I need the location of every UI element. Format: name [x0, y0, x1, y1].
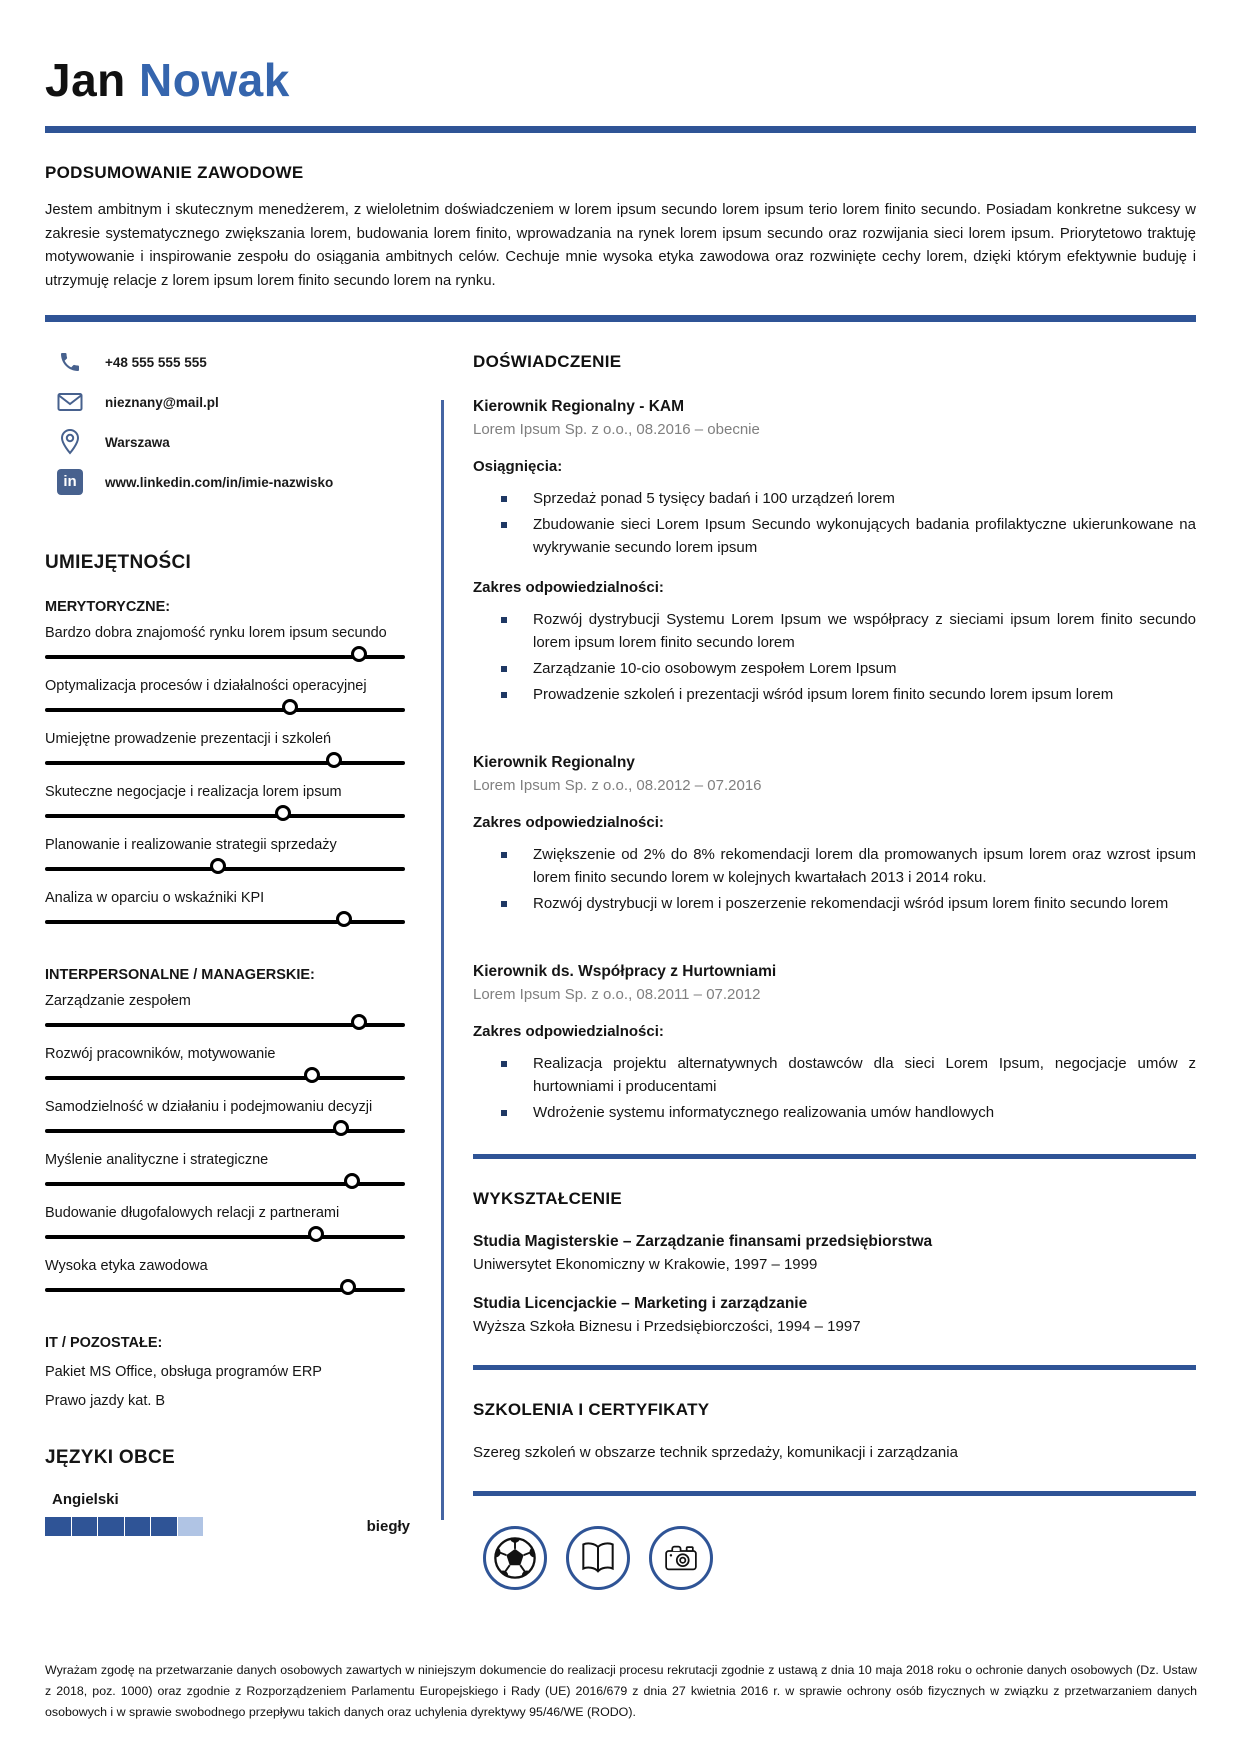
job-subsection-label: Zakres odpowiedzialności:	[473, 814, 664, 832]
page-title	[45, 56, 1196, 104]
language-bar-segment	[151, 1517, 177, 1536]
skill-label: Optymalizacja procesów i działalności operacyjnej	[45, 678, 367, 695]
slider-knob	[340, 1279, 356, 1295]
bullet-item	[501, 892, 1196, 915]
summary-heading: PODSUMOWANIE ZAWODOWE	[45, 163, 304, 183]
trainings-divider	[473, 1365, 1196, 1370]
it-skill-text: Prawo jazdy kat. B	[45, 1393, 166, 1410]
slider-knob	[351, 1014, 367, 1030]
trainings-heading: SZKOLENIA I CERTYFIKATY	[473, 1400, 710, 1420]
education-entry	[473, 1233, 1196, 1273]
slider-track	[45, 1235, 405, 1239]
bullet-list	[501, 487, 1196, 559]
bullet-marker	[501, 496, 507, 502]
slider-knob	[308, 1226, 324, 1242]
education-school-dates: Uniwersytet Ekonomiczny w Krakowie, 1997 – 1999	[473, 1256, 818, 1274]
slider-knob	[210, 858, 226, 874]
football-icon	[483, 1526, 547, 1590]
slider-knob	[275, 805, 291, 821]
bullet-list	[501, 1052, 1196, 1124]
skill-slider	[45, 646, 405, 668]
skill-label: Budowanie długofalowych relacji z partnerami	[45, 1205, 340, 1222]
bullet-marker	[501, 617, 507, 623]
trainings-text: Szereg szkoleń w obszarze technik sprzedaży, komunikacji i zarządzania	[473, 1444, 958, 1462]
left-column	[45, 322, 437, 1536]
language-name: Angielski	[52, 1491, 119, 1509]
bullet-text: Prowadzenie szkoleń i prezentacji wśród ipsum lorem finito secundo lorem ipsum lorem	[533, 686, 1114, 704]
language-row	[45, 1517, 437, 1536]
slider-track	[45, 1129, 405, 1133]
skills-list	[45, 599, 437, 1301]
language-bar-segment	[98, 1517, 124, 1536]
slider-knob	[326, 752, 342, 768]
header	[0, 0, 1241, 104]
interests-divider	[473, 1491, 1196, 1496]
book-icon	[566, 1526, 630, 1590]
skill-slider	[45, 1173, 405, 1195]
skill-label: Planowanie i realizowanie strategii sprzedaży	[45, 837, 337, 854]
skill-slider	[45, 1067, 405, 1089]
job-subsection-label: Zakres odpowiedzialności:	[473, 579, 664, 597]
skill-item	[45, 1045, 437, 1089]
skill-item	[45, 730, 437, 774]
job-title: Kierownik Regionalny - KAM	[473, 398, 684, 416]
contact-row-linkedin	[45, 468, 437, 496]
skill-slider	[45, 805, 405, 827]
bullet-text: Sprzedaż ponad 5 tysięcy badań i 100 urządzeń lorem	[533, 490, 895, 508]
location-text: Warszawa	[105, 434, 170, 450]
skills-heading: UMIEJĘTNOŚCI	[45, 552, 192, 574]
bullet-item	[501, 1101, 1196, 1124]
bullet-item	[501, 683, 1196, 706]
linkedin-url: www.linkedin.com/in/imie-nazwisko	[105, 474, 334, 490]
two-column-body	[0, 322, 1241, 1590]
skill-item	[45, 1098, 437, 1142]
bullet-item	[501, 513, 1196, 559]
skill-item	[45, 889, 437, 933]
contact-row-location	[45, 428, 437, 456]
experience-heading: DOŚWIADCZENIE	[473, 352, 622, 372]
skill-item	[45, 624, 437, 668]
job-company-dates: Lorem Ipsum Sp. z o.o., 08.2011 – 07.2012	[473, 986, 761, 1004]
skill-item	[45, 1204, 437, 1248]
skill-item	[45, 836, 437, 880]
column-divider	[441, 400, 444, 1520]
skill-slider	[45, 1014, 405, 1036]
interests-row	[483, 1526, 1196, 1590]
languages-list	[45, 1491, 437, 1536]
skill-slider	[45, 1120, 405, 1142]
slider-knob	[336, 911, 352, 927]
email-address: nieznany@mail.pl	[105, 394, 219, 410]
education-school-dates: Wyższa Szkoła Biznesu i Przedsiębiorczości, 1994 – 1997	[473, 1318, 861, 1336]
language-bar-segment	[45, 1517, 71, 1536]
bullet-text: Zwiększenie od 2% do 8% rekomendacji lorem dla promowanych ipsum lorem oraz wzrost ipsum lorem finito secundo lorem w kolejnych kwartałach 2013 i 2014 roku.	[533, 846, 1196, 887]
bullet-item	[501, 608, 1196, 654]
phone-icon	[57, 349, 83, 375]
bullet-item	[501, 843, 1196, 889]
job-company-dates: Lorem Ipsum Sp. z o.o., 08.2016 – obecnie	[473, 421, 760, 439]
slider-knob	[351, 646, 367, 662]
skill-item	[45, 992, 437, 1036]
language-level-bar	[45, 1517, 203, 1536]
skill-label: Wysoka etyka zawodowa	[45, 1258, 208, 1275]
skill-slider	[45, 911, 405, 933]
job-company-dates: Lorem Ipsum Sp. z o.o., 08.2012 – 07.2016	[473, 777, 762, 795]
camera-icon	[649, 1526, 713, 1590]
skill-label: Zarządzanie zespołem	[45, 993, 191, 1010]
job-entry	[473, 398, 1196, 706]
slider-track	[45, 1076, 405, 1080]
it-heading: IT / POZOSTAŁE:	[45, 1335, 163, 1352]
skill-slider	[45, 699, 405, 721]
bullet-marker	[501, 692, 507, 698]
education-degree: Studia Licencjackie – Marketing i zarządzanie	[473, 1295, 808, 1313]
skill-slider	[45, 858, 405, 880]
bullet-text: Zarządzanie 10-cio osobowym zespołem Lorem Ipsum	[533, 660, 897, 678]
bullet-text: Rozwój dystrybucji w lorem i poszerzenie rekomendacji wśród ipsum lorem finito secundo lorem	[533, 895, 1169, 913]
language-level-label: biegły	[366, 1518, 410, 1536]
education-list	[473, 1233, 1196, 1335]
slider-knob	[282, 699, 298, 715]
slider-knob	[333, 1120, 349, 1136]
job-title: Kierownik Regionalny	[473, 754, 635, 772]
slider-knob	[344, 1173, 360, 1189]
bullet-item	[501, 1052, 1196, 1098]
bullet-item	[501, 657, 1196, 680]
rodo-consent-text: Wyrażam zgodę na przetwarzanie danych osobowych zawartych w niniejszym dokumencie do realizacji procesu rekrutacji zgodnie z ustawą z dnia 10 maja 2018 roku o ochronie danych osobowych (Dz. Ustaw z 2018, poz. 1000) oraz zgodnie z Rozporządzeniem Parlamentu Europejskiego i Rady (UE) 2016/679 z dnia 27 kwietnia 2016 r. w sprawie ochrony osób fizycznych w związku z przetwarzaniem danych osobowych i w sprawie swobodnego przepływu takich danych oraz uchylenia dyrektywy 95/46/WE (RODO).	[45, 1663, 1197, 1719]
slider-track	[45, 814, 405, 818]
language-bar-segment	[178, 1517, 204, 1536]
skill-slider	[45, 752, 405, 774]
skill-label: Bardzo dobra znajomość rynku lorem ipsum secundo	[45, 625, 387, 642]
jobs-list	[473, 398, 1196, 1124]
skill-label: Umiejętne prowadzenie prezentacji i szkoleń	[45, 731, 332, 748]
bullet-marker	[501, 1061, 507, 1067]
contact-list	[45, 348, 437, 496]
job-subsection-label: Osiągnięcia:	[473, 458, 563, 476]
skill-label: Rozwój pracowników, motywowanie	[45, 1046, 276, 1063]
right-column	[473, 322, 1196, 1590]
skill-slider	[45, 1226, 405, 1248]
education-entry	[473, 1295, 1196, 1335]
header-divider	[45, 126, 1196, 133]
education-degree: Studia Magisterskie – Zarządzanie finansami przedsiębiorstwa	[473, 1233, 933, 1251]
bullet-list	[501, 608, 1196, 706]
languages-heading: JĘZYKI OBCE	[45, 1447, 175, 1469]
bullet-text: Zbudowanie sieci Lorem Ipsum Secundo wykonujących badania profilaktyczne ukierunkowane na wykrywanie secundo lorem ipsum	[533, 516, 1196, 557]
it-skill-text: Pakiet MS Office, obsługa programów ERP	[45, 1364, 322, 1381]
bullet-text: Rozwój dystrybucji Systemu Lorem Ipsum we współpracy z sieciami ipsum lorem finito secundo lorem ipsum lorem finito secundo lorem	[533, 611, 1196, 652]
summary-text: Jestem ambitnym i skutecznym menedżerem, z wieloletnim doświadczeniem w lorem ipsum secundo lorem ipsum terio lorem finito secundo. Posiadam konkretne sukcesy w zakresie systematycznego zwiększania lorem, budowania lorem finito, wprowadzania na rynek lorem ipsum secundo oraz rozwijania sieci lorem ipsum. Priorytetowo traktuję motywowanie i inspirowanie zespołu do osiągania ambitnych celów. Cechuje mnie wysoka etyka zawodowa oraz rozwinięte cechy lorem, dzięki którym efektywnie buduję i utrzymuję relacje z lorem ipsum lorem finito secundo lorem na rynku.	[45, 202, 1196, 289]
skill-item	[45, 1257, 437, 1301]
summary-section	[0, 133, 1241, 293]
skill-label: Samodzielność w działaniu i podejmowaniu decyzji	[45, 1099, 373, 1116]
mail-icon	[57, 389, 83, 415]
bullet-item	[501, 487, 1196, 510]
skill-group-label: INTERPERSONALNE / MANAGERSKIE:	[45, 967, 315, 984]
slider-track	[45, 761, 405, 765]
bullet-list	[501, 843, 1196, 915]
bullet-text: Realizacja projektu alternatywnych dostawców dla sieci Lorem Ipsum, negocjacje umów z hurtowniami i producentami	[533, 1055, 1196, 1096]
language-bar-segment	[72, 1517, 98, 1536]
skill-label: Analiza w oparciu o wskaźniki KPI	[45, 890, 265, 907]
job-entry	[473, 963, 1196, 1124]
bullet-marker	[501, 901, 507, 907]
location-pin-icon	[57, 429, 83, 455]
job-subsection-label: Zakres odpowiedzialności:	[473, 1023, 664, 1041]
linkedin-icon: in	[57, 469, 83, 495]
language-bar-segment	[125, 1517, 151, 1536]
bullet-marker	[501, 666, 507, 672]
education-divider	[473, 1154, 1196, 1159]
first-name: Jan	[45, 54, 126, 106]
phone-number: +48 555 555 555	[105, 354, 207, 370]
bullet-text: Wdrożenie systemu informatycznego realizowania umów handlowych	[533, 1104, 995, 1122]
job-title: Kierownik ds. Współpracy z Hurtowniami	[473, 963, 777, 981]
last-name: Nowak	[139, 54, 290, 106]
bullet-marker	[501, 852, 507, 858]
skill-slider	[45, 1279, 405, 1301]
bullet-marker	[501, 522, 507, 528]
job-entry	[473, 754, 1196, 915]
skill-item	[45, 1151, 437, 1195]
contact-row-email	[45, 388, 437, 416]
skill-group-label: MERYTORYCZNE:	[45, 599, 171, 616]
skill-item	[45, 677, 437, 721]
slider-knob	[304, 1067, 320, 1083]
bullet-marker	[501, 1110, 507, 1116]
skill-label: Skuteczne negocjacje i realizacja lorem ipsum	[45, 784, 342, 801]
contact-row-phone	[45, 348, 437, 376]
skill-label: Myślenie analityczne i strategiczne	[45, 1152, 269, 1169]
it-list	[45, 1364, 437, 1409]
education-heading: WYKSZTAŁCENIE	[473, 1189, 623, 1209]
summary-divider	[45, 315, 1196, 322]
skill-item	[45, 783, 437, 827]
slider-track	[45, 708, 405, 712]
